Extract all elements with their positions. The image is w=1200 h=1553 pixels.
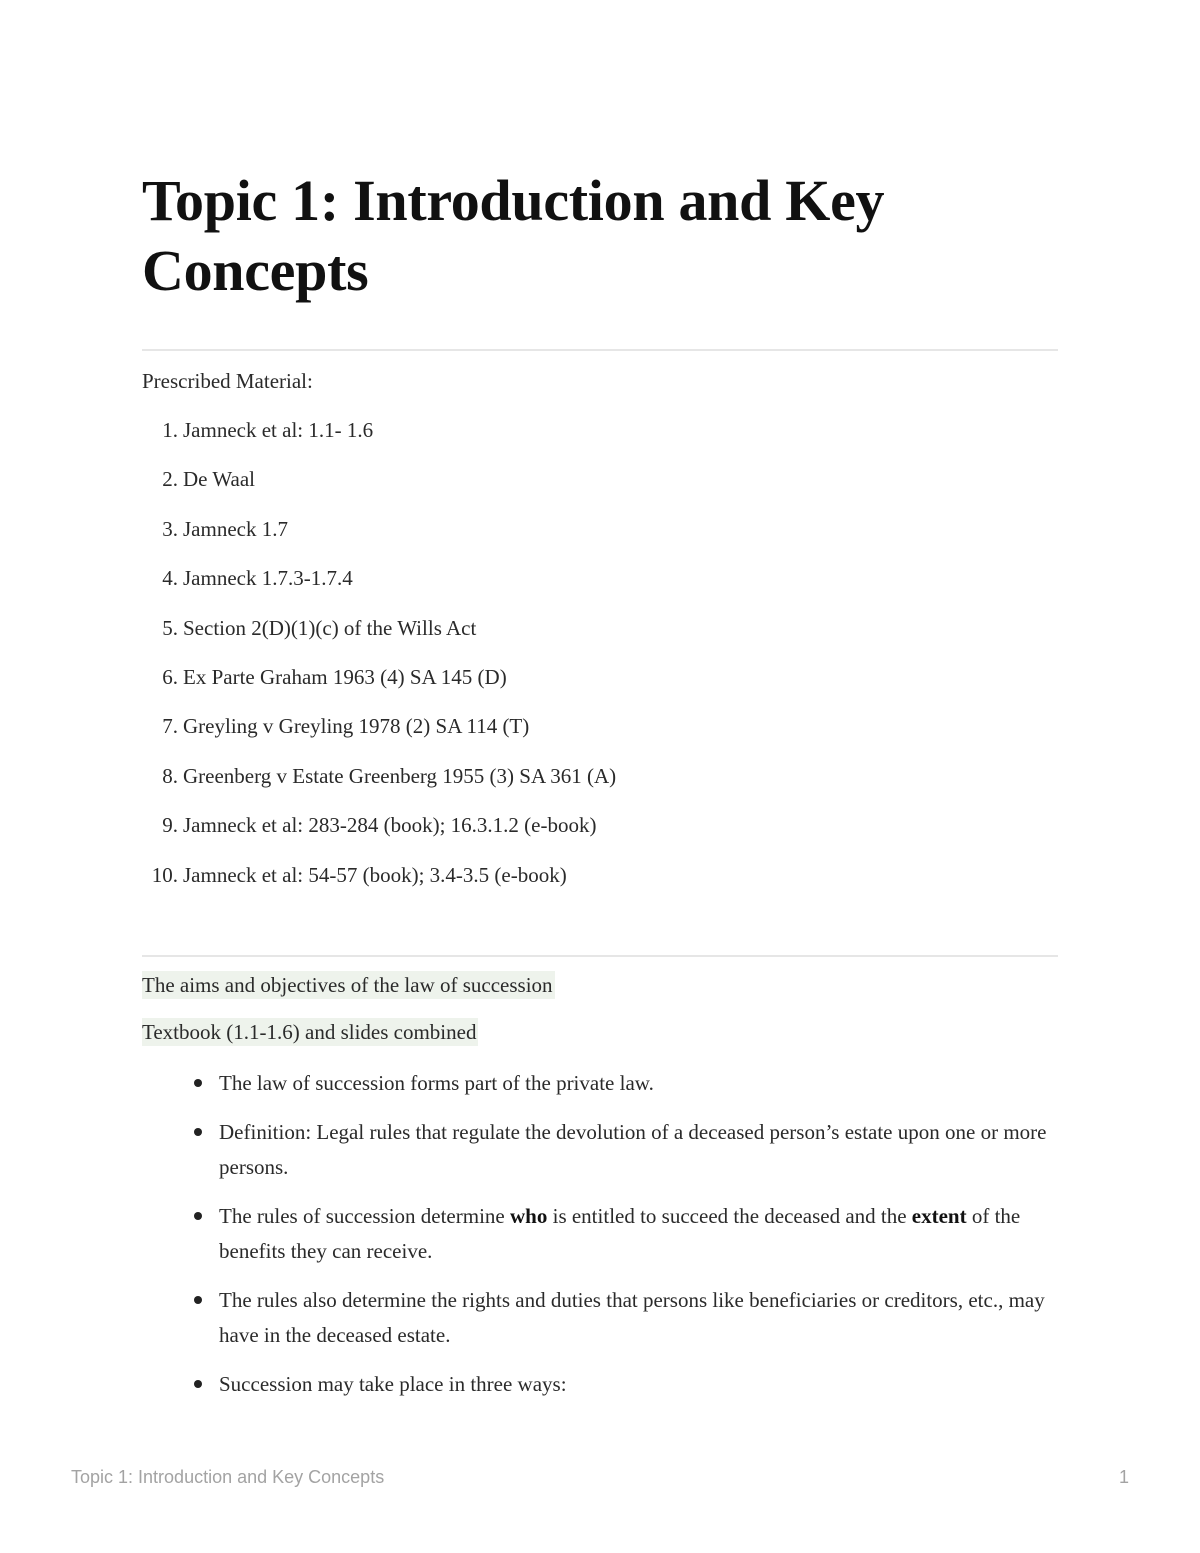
- list-item: [142, 860, 1058, 909]
- bullet-bold-text: who: [510, 1204, 548, 1228]
- bullet-dot-icon: [194, 1079, 202, 1087]
- list-number: 9.: [162, 813, 178, 838]
- list-item: [142, 662, 1058, 711]
- divider: [142, 349, 1058, 351]
- bullet-text-part: is entitled to succeed the deceased and the: [547, 1204, 912, 1228]
- list-item-text: Jamneck 1.7: [183, 516, 288, 541]
- list-item: [142, 810, 1058, 859]
- list-number: 8.: [162, 763, 178, 788]
- bullet-text: Succession may take place in three ways:: [219, 1372, 567, 1396]
- bullet-dot-icon: [194, 1128, 202, 1136]
- prescribed-material-label: Prescribed Material:: [142, 369, 313, 393]
- bullet-text: Definition: Legal rules that regulate the devolution of a deceased person’s estate upon one or more persons.: [219, 1120, 1047, 1179]
- bullet-dot-icon: [194, 1212, 202, 1220]
- page-title: Topic 1: Introduction and Key Concepts: [142, 168, 885, 303]
- list-item: [142, 711, 1058, 760]
- list-item: [142, 761, 1058, 810]
- list-item: [142, 514, 1058, 563]
- bullet-dot-icon: [194, 1296, 202, 1304]
- page-number: 1: [1118, 1467, 1129, 1487]
- list-number: 1.: [162, 418, 178, 442]
- footer-title: Topic 1: Introduction and Key Concepts: [71, 1467, 385, 1487]
- section-heading: The aims and objectives of the law of succession: [142, 973, 553, 997]
- list-number: 6.: [162, 664, 178, 689]
- bullet-item: [142, 1367, 1058, 1402]
- bullet-item: [142, 1283, 1058, 1353]
- list-number: 5.: [162, 615, 178, 640]
- bullet-item: [142, 1115, 1058, 1185]
- list-item-text: Greyling v Greyling 1978 (2) SA 114 (T): [183, 714, 530, 739]
- list-item-text: Jamneck 1.7.3-1.7.4: [183, 566, 353, 591]
- bullet-list: [142, 1066, 1058, 1416]
- prescribed-material-list: [142, 415, 1058, 909]
- list-number: 4.: [162, 566, 178, 591]
- list-item: [142, 563, 1058, 612]
- bullet-item: [142, 1199, 1058, 1269]
- list-item-text: Ex Parte Graham 1963 (4) SA 145 (D): [183, 664, 507, 689]
- list-item: [142, 464, 1058, 513]
- bullet-text: The rules also determine the rights and duties that persons like beneficiaries or creditors, etc., may have in the deceased estate.: [219, 1288, 1045, 1347]
- list-item-text: Section 2(D)(1)(c) of the Wills Act: [183, 615, 477, 640]
- list-item: [142, 415, 1058, 464]
- list-number: 3.: [162, 516, 178, 541]
- list-item-text: Jamneck et al: 54-57 (book); 3.4-3.5 (e-book): [183, 862, 567, 887]
- list-item-text: De Waal: [183, 467, 255, 492]
- list-number: 7.: [162, 714, 178, 739]
- bullet-text-part: of the benefits they can receive.: [219, 1204, 1021, 1263]
- list-item-text: Jamneck et al: 1.1- 1.6: [183, 418, 374, 442]
- list-item: [142, 613, 1058, 662]
- list-number: 10.: [151, 862, 178, 887]
- list-item-text: Greenberg v Estate Greenberg 1955 (3) SA 361 (A): [183, 763, 617, 788]
- bullet-dot-icon: [194, 1380, 202, 1388]
- bullet-text-part: The rules of succession determine: [219, 1204, 510, 1228]
- bullet-bold-text: extent: [911, 1204, 967, 1228]
- section-subheading: Textbook (1.1-1.6) and slides combined: [142, 1020, 477, 1044]
- bullet-item: [142, 1066, 1058, 1101]
- list-item-text: Jamneck et al: 283-284 (book); 16.3.1.2 (e-book): [183, 813, 597, 838]
- divider: [142, 955, 1058, 957]
- list-number: 2.: [162, 467, 178, 492]
- bullet-text: The law of succession forms part of the private law.: [219, 1071, 654, 1095]
